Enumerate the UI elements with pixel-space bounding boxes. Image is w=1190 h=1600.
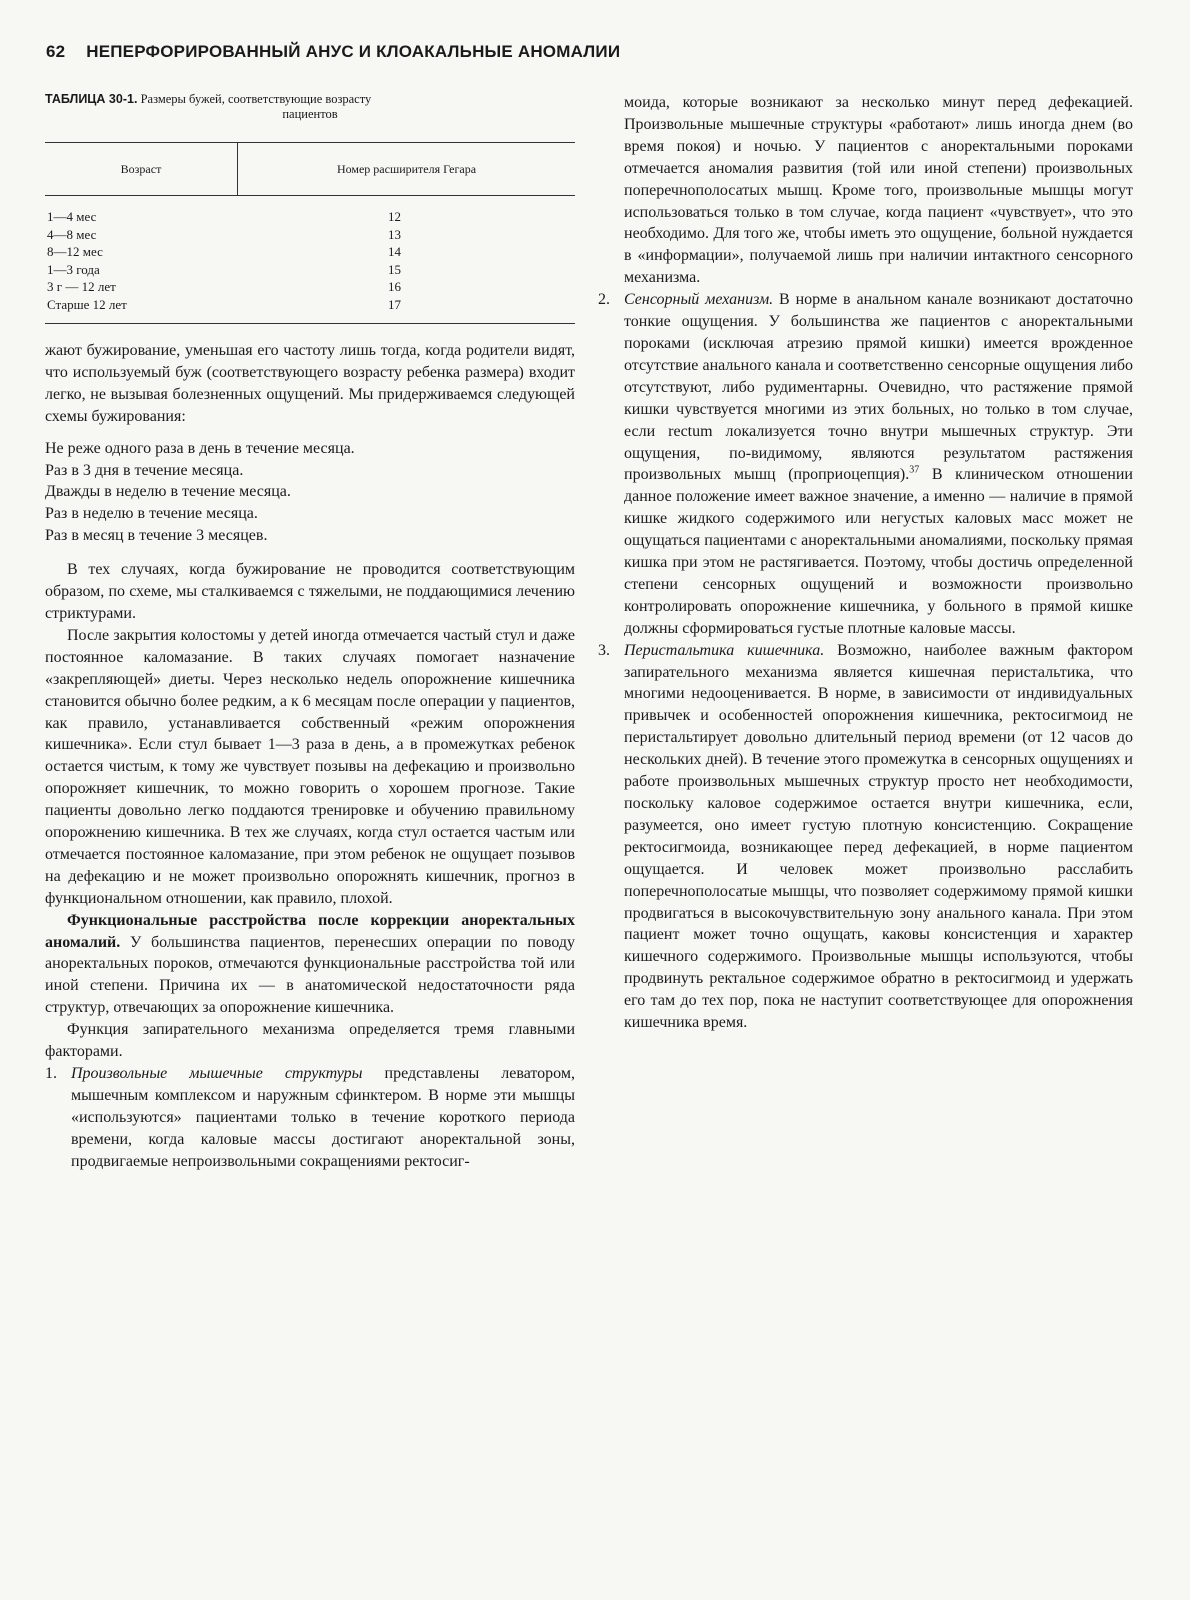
dilator-cell: 14 — [388, 244, 401, 259]
dilator-cell: 12 — [388, 209, 401, 224]
list-item-title: Сенсорный механизм. — [624, 291, 774, 309]
paragraph-strictures: В тех случаях, когда бужирование не проводится соответствующим образом, по схеме, мы сталкиваемся с тяжелыми, не поддающимися лечению стриктурами. — [45, 561, 575, 622]
schedule-line: Дважды в неделю в течение месяца. — [45, 483, 291, 501]
table-title-line2: пациентов — [282, 107, 338, 121]
age-cell: 3 г — 12 лет — [47, 279, 116, 294]
table-title: Размеры бужей, соответствующие возрасту — [140, 92, 372, 106]
table-row — [45, 243, 575, 261]
age-cell: 4—8 мес — [47, 226, 97, 242]
table-row — [45, 278, 575, 296]
paragraph-mechanism-intro: Функция запирательного механизма определяется тремя главными факторами. — [45, 1021, 575, 1061]
running-title: НЕПЕРФОРИРОВАННЫЙ АНУС И КЛОАКАЛЬНЫЕ АНОМАЛИИ — [86, 42, 621, 61]
table-label: ТАБЛИЦА 30-1. — [45, 92, 138, 106]
column-header-dilator: Номер расширителя Гегара — [238, 143, 576, 196]
list-number: 2. — [598, 291, 610, 309]
table-caption — [45, 92, 575, 122]
table-row — [45, 261, 575, 279]
list-item-text: представлены леватором, мышечным комплексом и наружным сфинктером. В норме эти мышцы «используются» пациентами только в течение короткого периода времени, когда каловые массы достигают аноректальной зоны, продвигаемые непроизвольными сокращениями ректосиг- — [71, 1065, 575, 1170]
page-header — [46, 42, 1150, 62]
list-number: 3. — [598, 641, 610, 659]
age-cell: Старше 12 лет — [45, 296, 238, 324]
mechanism-list-continued — [598, 289, 1133, 1034]
page-number: 62 — [46, 42, 66, 61]
list-item-title: Перистальтика кишечника. — [624, 641, 825, 659]
list-number: 1. — [45, 1065, 57, 1082]
list-item — [598, 640, 1133, 1034]
dilation-schedule — [45, 438, 575, 548]
mechanism-list — [45, 1063, 575, 1173]
list-item — [45, 1063, 575, 1173]
dilator-cell: 17 — [238, 296, 576, 324]
left-column — [45, 92, 575, 1173]
list-item-text: Возможно, наиболее важным фактором запирательного механизма является кишечная перистальтика, что многими недооценивается. В норме, в зависимости от индивидуальных привычек и особенностей опорожнения кишечника, ректосигмоид не перистальтирует довольно длительный период времени (от 12 часов до нескольких дней). В течение этого промежутка в сенсорных ощущениях и работе произвольных мышечных структур просто нет необходимости, поскольку каловое содержимое остается внутри кишечника, если, разумеется, оно имеет густую плотную консистенцию. Сокращение ректосигмоида, возникающее перед дефекацией, в норме пациентом ощущается. И человек может произвольно расслабить поперечнополосатые мышцы, что позволяет содержимому прямой кишки продвигаться в высокочувствительную зону анального канала. При этом пациент может точно ощущать, каковы консистенция и характер кишечного содержимого. Произвольные мышцы используются, чтобы продвинуть ректальное содержимое обратно в ректосигмоид и удержать его там до тех пор, пока не наступит соответствующее для опорожнения кишечника время. — [624, 641, 1133, 1032]
table-header-row — [45, 143, 575, 196]
section-text: У большинства пациентов, перенесших операции по поводу аноректальных пороков, отмечаются функциональные расстройства той или иной степени. Причина их — в анатомической недостаточности ряда структур, отвечающих за опорожнение кишечника. — [45, 933, 575, 1017]
right-column — [598, 92, 1133, 1034]
schedule-line: Раз в месяц в течение 3 месяцев. — [45, 527, 268, 545]
dilator-cell: 16 — [388, 279, 401, 294]
list-item — [598, 289, 1133, 640]
column-header-age: Возраст — [45, 143, 238, 196]
citation-ref: 37 — [909, 465, 920, 477]
schedule-line: Не реже одного раза в день в течение месяца. — [45, 439, 355, 457]
dilator-cell: 15 — [388, 261, 401, 277]
table-row — [45, 226, 575, 244]
schedule-line: Раз в 3 дня в течение месяца. — [45, 461, 244, 479]
list-item-text: В клиническом отношении данное положение имеет важное значение, а именно — наличие в прямой кишке жидкого содержимого или негустых каловых масс может не ощущаться пациентами с аноректальными аномалиями, поскольку прямая кишка при этом не растягивается. Поэтому, чтобы достичь определенной степени сенсорных ощущений и возможности произвольно контролировать опорожнение кишечника, у больного в прямой кишке должны сформироваться густые плотные каловые массы. — [624, 466, 1133, 637]
age-cell: 8—12 мес — [47, 244, 103, 259]
paragraph-continuation: моида, которые возникают за несколько минут перед дефекацией. Произвольные мышечные структуры «работают» лишь иногда днем (во время покоя) и ночью. У пациентов с аноректальными пороками отмечается аномалия развития (той или иной степени) произвольных поперечнополосатых мышц. Кроме того, произвольные мышцы могут использоваться только в том случае, когда пациент «чувствует», что это необходимо. Для того же, чтобы иметь это ощущение, больной нуждается в «информации», получаемой лишь при наличии интактного сенсорного механизма. — [624, 94, 1133, 287]
table-row — [45, 296, 575, 324]
age-cell: 1—4 мес — [47, 209, 97, 224]
table-row — [45, 196, 575, 226]
section-lead: Функциональные расстройства после коррекции аноректальных аномалий. — [45, 911, 575, 951]
paragraph-dilation-intro: жают бужирование, уменьшая его частоту лишь тогда, когда родители видят, что используемый буж (соответствующего возрасту ребенка размера) входит легко, не вызывая болезненных ощущений. Мы придерживаемся следующей схемы бужирования: — [45, 342, 575, 425]
list-item-text: В норме в анальном канале возникают достаточно тонкие ощущения. У большинства же пациентов с аноректальными пороками (исключая атрезию прямой кишки) имеется врожденное отсутствие анального канала и соответственно сенсорные ощущения либо отсутствуют, либо рудиментарны. Очевидно, что растяжение прямой кишки чувствуется многими из этих больных, но только в том случае, если rectum локализуется точно внутри мышечных структур. Эти ощущения, по-видимому, являются результатом растяжения произвольных мышц (проприоцепция). — [624, 291, 1133, 484]
paragraph-colostomy-closure: После закрытия колостомы у детей иногда отмечается частый стул и даже постоянное каломазание. В таких случаях помогает назначение «закрепляющей» диеты. Через несколько недель опорожнение кишечника становится обычно более редким, а к 6 месяцам после операции у пациентов, как правило, устанавливается собственный «режим опорожнения кишечника». Если стул бывает 1—3 раза в день, а в промежутках ребенок остается чистым, к тому же чувствует позывы на дефекацию и произвольно опорожняет кишечник, то можно говорить о хорошем прогнозе. Такие пациенты довольно легко поддаются тренировке и обучению правильному опорожнению кишечника. В тех же случаях, когда стул остается частым или отмечается постоянное каломазание, при этом ребенок не ощущает позывов на дефекацию и не может произвольно опорожнять кишечник, прогноз в функциональном отношении, как правило, плохой. — [45, 626, 575, 907]
list-item-title: Произвольные мышечные структуры — [71, 1065, 363, 1082]
age-cell: 1—3 года — [47, 261, 100, 277]
schedule-line: Раз в неделю в течение месяца. — [45, 505, 258, 523]
dilator-cell: 13 — [388, 226, 401, 242]
paragraph-functional-disorders — [45, 910, 575, 1020]
dilator-size-table — [45, 142, 575, 324]
